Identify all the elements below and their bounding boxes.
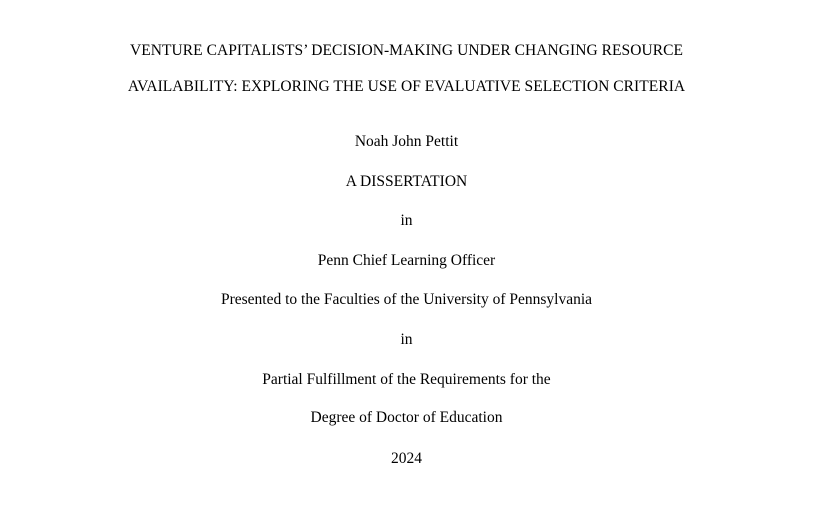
dissertation-title-line-1: VENTURE CAPITALISTS’ DECISION-MAKING UNDER CHANGING RESOURCE [130, 42, 683, 59]
program-name: Penn Chief Learning Officer [317, 252, 496, 269]
author-name: Noah John Pettit [354, 133, 459, 150]
connector-in-1: in [400, 212, 413, 229]
document-type: A DISSERTATION [345, 173, 468, 190]
dissertation-title-line-2: AVAILABILITY: EXPLORING THE USE OF EVALUATIVE SELECTION CRITERIA [127, 78, 686, 95]
year: 2024 [391, 450, 422, 467]
presented-to: Presented to the Faculties of the University of Pennsylvania [220, 291, 593, 308]
connector-in-2: in [400, 331, 413, 348]
partial-fulfillment: Partial Fulfillment of the Requirements for the [262, 371, 551, 388]
degree-name: Degree of Doctor of Education [310, 409, 503, 426]
